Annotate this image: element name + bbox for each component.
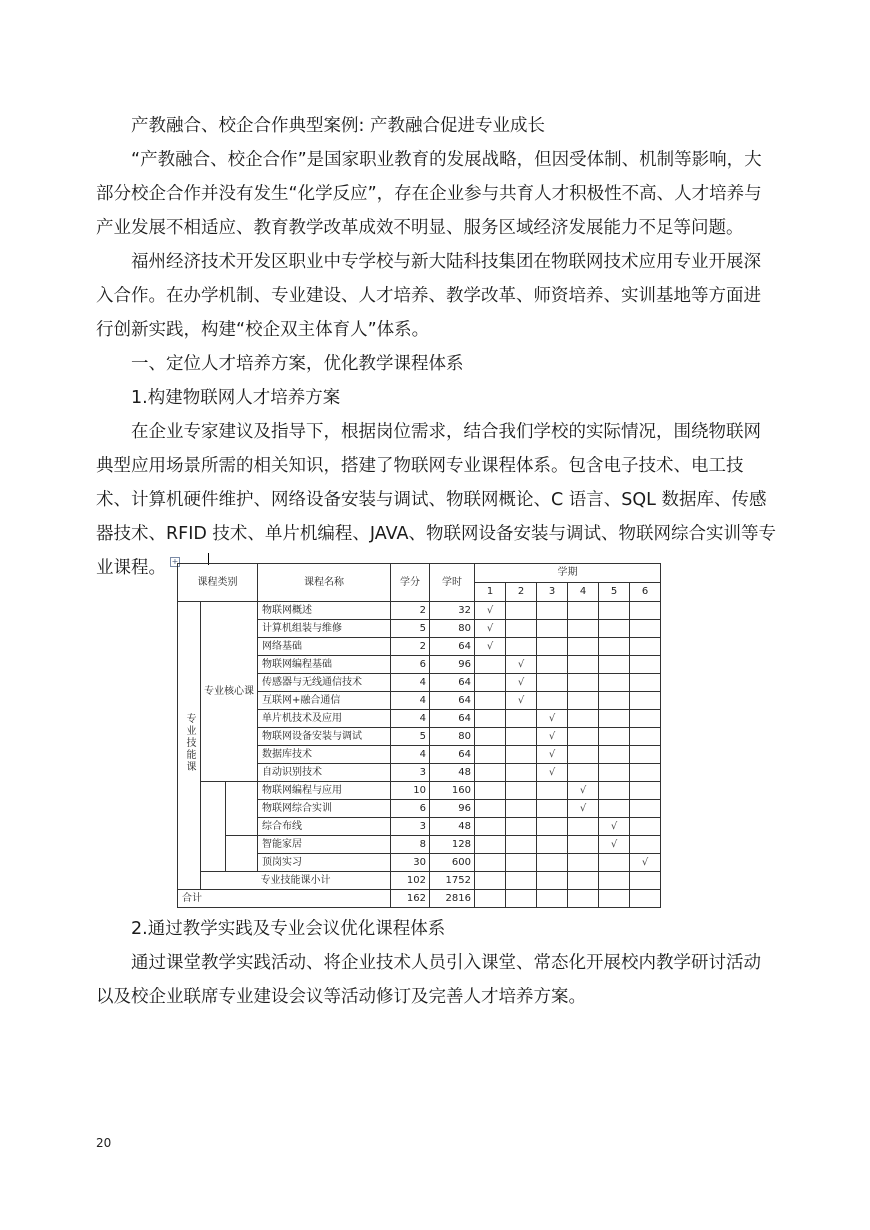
course-credit: 30 bbox=[391, 854, 430, 872]
course-credit: 5 bbox=[391, 728, 430, 746]
course-hours: 80 bbox=[430, 620, 475, 638]
total-label: 合计 bbox=[178, 890, 391, 908]
course-hours: 48 bbox=[430, 764, 475, 782]
term-header-3: 3 bbox=[537, 583, 568, 602]
core-label: 专业核心课 bbox=[201, 602, 258, 782]
course-term-5-cell bbox=[599, 638, 630, 656]
subsection-2-title: 2.通过教学实践及专业会议优化课程体系 bbox=[131, 919, 446, 939]
course-term-5-cell bbox=[599, 602, 630, 620]
course-credit: 2 bbox=[391, 638, 430, 656]
total-term-4-cell bbox=[568, 890, 599, 908]
course-hours: 64 bbox=[430, 638, 475, 656]
term-check-mark-icon: √ bbox=[475, 638, 506, 656]
course-term-6-cell bbox=[630, 746, 661, 764]
course-term-5-cell bbox=[599, 710, 630, 728]
course-credit: 6 bbox=[391, 800, 430, 818]
course-term-4-cell bbox=[568, 692, 599, 710]
course-term-6-cell bbox=[630, 638, 661, 656]
course-term-1-cell bbox=[475, 692, 506, 710]
course-term-1-cell bbox=[475, 710, 506, 728]
section-1-title: 一、定位人才培养方案，优化教学课程体系 bbox=[131, 354, 464, 374]
course-term-5-cell bbox=[599, 674, 630, 692]
group-label-cell bbox=[178, 602, 201, 890]
course-term-5-cell bbox=[599, 764, 630, 782]
term-check-mark-icon: √ bbox=[568, 782, 599, 800]
course-credit: 3 bbox=[391, 818, 430, 836]
term-check-mark-icon: √ bbox=[599, 818, 630, 836]
course-credit: 5 bbox=[391, 620, 430, 638]
course-name: 计算机组装与维修 bbox=[258, 620, 391, 638]
course-term-4-cell bbox=[568, 638, 599, 656]
term-check-mark-icon: √ bbox=[475, 602, 506, 620]
course-term-2-cell bbox=[506, 638, 537, 656]
course-term-5-cell bbox=[599, 620, 630, 638]
course-name: 传感器与无线通信技术 bbox=[258, 674, 391, 692]
course-term-4-cell bbox=[568, 656, 599, 674]
course-name: 物联网编程基础 bbox=[258, 656, 391, 674]
term-check-mark-icon: √ bbox=[599, 836, 630, 854]
course-hours: 80 bbox=[430, 728, 475, 746]
total-row bbox=[178, 890, 661, 908]
page-number: 20 bbox=[96, 1136, 112, 1150]
subtotal-term-1-cell bbox=[475, 872, 506, 890]
course-term-6-cell bbox=[630, 818, 661, 836]
term-check-mark-icon: √ bbox=[537, 764, 568, 782]
course-term-3-cell bbox=[537, 818, 568, 836]
course-name: 物联网概述 bbox=[258, 602, 391, 620]
subtotal-hours: 1752 bbox=[430, 872, 475, 890]
course-term-5-cell bbox=[599, 800, 630, 818]
intro-paragraph: “产教融合、校企合作”是国家职业教育的发展战略，但因受体制、机制等影响，大部分校企合作并没有发生“化学反应”，存在企业参与共育人才积极性不高、人才培养与产业发展不相适应、教育教学改革成效不明显、服务区域经济发展能力不足等问题。 bbox=[96, 150, 762, 238]
course-hours: 96 bbox=[430, 800, 475, 818]
table-row bbox=[178, 782, 661, 800]
course-term-2-cell bbox=[506, 746, 537, 764]
course-credit: 3 bbox=[391, 764, 430, 782]
course-term-1-cell bbox=[475, 800, 506, 818]
course-term-1-cell bbox=[475, 674, 506, 692]
subsection-2-text: 通过课堂教学实践活动、将企业技术人员引入课堂、常态化开展校内教学研讨活动以及校企业联席专业建设会议等活动修订及完善人才培养方案。 bbox=[96, 953, 761, 1007]
course-term-3-cell bbox=[537, 800, 568, 818]
course-hours: 160 bbox=[430, 782, 475, 800]
course-term-2-cell bbox=[506, 602, 537, 620]
total-credit: 162 bbox=[391, 890, 430, 908]
curriculum-table-container bbox=[170, 557, 670, 907]
course-term-4-cell bbox=[568, 854, 599, 872]
course-term-6-cell bbox=[630, 782, 661, 800]
total-term-6-cell bbox=[630, 890, 661, 908]
course-term-2-cell bbox=[506, 800, 537, 818]
course-name: 物联网设备安装与调试 bbox=[258, 728, 391, 746]
term-header-5: 5 bbox=[599, 583, 630, 602]
course-credit: 8 bbox=[391, 836, 430, 854]
term-check-mark-icon: √ bbox=[506, 674, 537, 692]
curriculum-table bbox=[177, 563, 661, 908]
course-term-3-cell bbox=[537, 620, 568, 638]
subtotal-term-6-cell bbox=[630, 872, 661, 890]
course-term-2-cell bbox=[506, 854, 537, 872]
course-hours: 64 bbox=[430, 674, 475, 692]
course-name: 顶岗实习 bbox=[258, 854, 391, 872]
course-term-5-cell bbox=[599, 656, 630, 674]
course-term-3-cell bbox=[537, 638, 568, 656]
course-credit: 4 bbox=[391, 692, 430, 710]
course-name: 物联网综合实训 bbox=[258, 800, 391, 818]
course-term-5-cell bbox=[599, 692, 630, 710]
elective-subgroup-a-cell bbox=[226, 782, 258, 836]
course-term-6-cell bbox=[630, 602, 661, 620]
course-term-4-cell bbox=[568, 710, 599, 728]
course-term-5-cell bbox=[599, 746, 630, 764]
table-row bbox=[178, 836, 661, 854]
total-term-1-cell bbox=[475, 890, 506, 908]
course-term-3-cell bbox=[537, 782, 568, 800]
course-hours: 64 bbox=[430, 710, 475, 728]
subtotal-term-3-cell bbox=[537, 872, 568, 890]
course-term-4-cell bbox=[568, 836, 599, 854]
course-hours: 64 bbox=[430, 746, 475, 764]
course-term-3-cell bbox=[537, 674, 568, 692]
term-header-6: 6 bbox=[630, 583, 661, 602]
elective-group-cell bbox=[201, 782, 226, 872]
course-term-5-cell bbox=[599, 854, 630, 872]
total-term-3-cell bbox=[537, 890, 568, 908]
term-check-mark-icon: √ bbox=[568, 800, 599, 818]
header-hours: 学时 bbox=[430, 564, 475, 602]
course-term-4-cell bbox=[568, 674, 599, 692]
course-term-2-cell bbox=[506, 710, 537, 728]
term-header-4: 4 bbox=[568, 583, 599, 602]
course-credit: 2 bbox=[391, 602, 430, 620]
course-term-4-cell bbox=[568, 728, 599, 746]
term-check-mark-icon: √ bbox=[537, 728, 568, 746]
term-header-2: 2 bbox=[506, 583, 537, 602]
course-term-1-cell bbox=[475, 764, 506, 782]
total-term-5-cell bbox=[599, 890, 630, 908]
course-term-3-cell bbox=[537, 692, 568, 710]
course-term-4-cell bbox=[568, 602, 599, 620]
course-hours: 64 bbox=[430, 692, 475, 710]
course-hours: 48 bbox=[430, 818, 475, 836]
course-term-3-cell bbox=[537, 854, 568, 872]
table-move-handle-icon[interactable]: + bbox=[171, 557, 179, 566]
course-credit: 10 bbox=[391, 782, 430, 800]
subtotal-label: 专业技能课小计 bbox=[201, 872, 391, 890]
subtotal-row bbox=[178, 872, 661, 890]
course-term-6-cell bbox=[630, 656, 661, 674]
elective-subgroup-b-cell bbox=[226, 836, 258, 872]
course-term-1-cell bbox=[475, 728, 506, 746]
header-term: 学期 bbox=[475, 564, 661, 583]
course-name: 数据库技术 bbox=[258, 746, 391, 764]
course-term-2-cell bbox=[506, 728, 537, 746]
course-name: 网络基础 bbox=[258, 638, 391, 656]
subtotal-term-2-cell bbox=[506, 872, 537, 890]
course-term-3-cell bbox=[537, 656, 568, 674]
course-term-5-cell bbox=[599, 782, 630, 800]
course-term-2-cell bbox=[506, 782, 537, 800]
course-term-6-cell bbox=[630, 728, 661, 746]
course-credit: 6 bbox=[391, 656, 430, 674]
course-term-2-cell bbox=[506, 818, 537, 836]
term-header-1: 1 bbox=[475, 583, 506, 602]
header-course-name: 课程名称 bbox=[258, 564, 391, 602]
term-check-mark-icon: √ bbox=[537, 746, 568, 764]
course-name: 自动识别技术 bbox=[258, 764, 391, 782]
course-term-6-cell bbox=[630, 620, 661, 638]
course-term-4-cell bbox=[568, 818, 599, 836]
term-check-mark-icon: √ bbox=[475, 620, 506, 638]
course-credit: 4 bbox=[391, 710, 430, 728]
header-category: 课程类别 bbox=[178, 564, 258, 602]
subtotal-credit: 102 bbox=[391, 872, 430, 890]
term-check-mark-icon: √ bbox=[506, 692, 537, 710]
course-term-6-cell bbox=[630, 710, 661, 728]
course-hours: 32 bbox=[430, 602, 475, 620]
course-credit: 4 bbox=[391, 746, 430, 764]
course-name: 综合布线 bbox=[258, 818, 391, 836]
subsection-1-text: 在企业专家建议及指导下，根据岗位需求，结合我们学校的实际情况，围绕物联网典型应用场景所需的相关知识，搭建了物联网专业课程体系。包含电子技术、电工技术、计算机硬件维护、网络设备安装与调试、物联网概论、C 语言、SQL 数据库、传感器技术、RFID 技术、单片机编程、JAVA、物联网设备安装与调试、物联网综合实训等专业课程。 bbox=[96, 422, 776, 578]
course-term-2-cell bbox=[506, 836, 537, 854]
total-term-2-cell bbox=[506, 890, 537, 908]
course-term-3-cell bbox=[537, 602, 568, 620]
course-term-1-cell bbox=[475, 854, 506, 872]
course-term-1-cell bbox=[475, 656, 506, 674]
case-heading: 产教融合、校企合作典型案例: 产教融合促进专业成长 bbox=[131, 116, 545, 136]
course-hours: 600 bbox=[430, 854, 475, 872]
course-term-1-cell bbox=[475, 836, 506, 854]
course-term-1-cell bbox=[475, 746, 506, 764]
subsection-1-title: 1.构建物联网人才培养方案 bbox=[131, 388, 341, 408]
course-term-4-cell bbox=[568, 620, 599, 638]
course-term-4-cell bbox=[568, 764, 599, 782]
course-term-1-cell bbox=[475, 782, 506, 800]
course-term-1-cell bbox=[475, 818, 506, 836]
header-credit: 学分 bbox=[391, 564, 430, 602]
course-term-2-cell bbox=[506, 620, 537, 638]
course-term-3-cell bbox=[537, 836, 568, 854]
total-hours: 2816 bbox=[430, 890, 475, 908]
subtotal-term-4-cell bbox=[568, 872, 599, 890]
course-term-5-cell bbox=[599, 728, 630, 746]
term-check-mark-icon: √ bbox=[630, 854, 661, 872]
table-row bbox=[178, 602, 661, 620]
group-label: 专业技能课 bbox=[184, 712, 195, 773]
course-credit: 4 bbox=[391, 674, 430, 692]
subtotal-term-5-cell bbox=[599, 872, 630, 890]
course-term-6-cell bbox=[630, 764, 661, 782]
course-term-6-cell bbox=[630, 800, 661, 818]
cooperation-paragraph: 福州经济技术开发区职业中专学校与新大陆科技集团在物联网技术应用专业开展深入合作。在办学机制、专业建设、人才培养、教学改革、师资培养、实训基地等方面进行创新实践，构建“校企双主体育人”体系。 bbox=[96, 252, 761, 340]
course-hours: 96 bbox=[430, 656, 475, 674]
course-name: 单片机技术及应用 bbox=[258, 710, 391, 728]
course-term-6-cell bbox=[630, 674, 661, 692]
term-check-mark-icon: √ bbox=[537, 710, 568, 728]
course-term-4-cell bbox=[568, 746, 599, 764]
course-name: 互联网+融合通信 bbox=[258, 692, 391, 710]
course-hours: 128 bbox=[430, 836, 475, 854]
course-name: 智能家居 bbox=[258, 836, 391, 854]
term-check-mark-icon: √ bbox=[506, 656, 537, 674]
course-term-2-cell bbox=[506, 764, 537, 782]
course-term-6-cell bbox=[630, 836, 661, 854]
course-term-6-cell bbox=[630, 692, 661, 710]
course-name: 物联网编程与应用 bbox=[258, 782, 391, 800]
